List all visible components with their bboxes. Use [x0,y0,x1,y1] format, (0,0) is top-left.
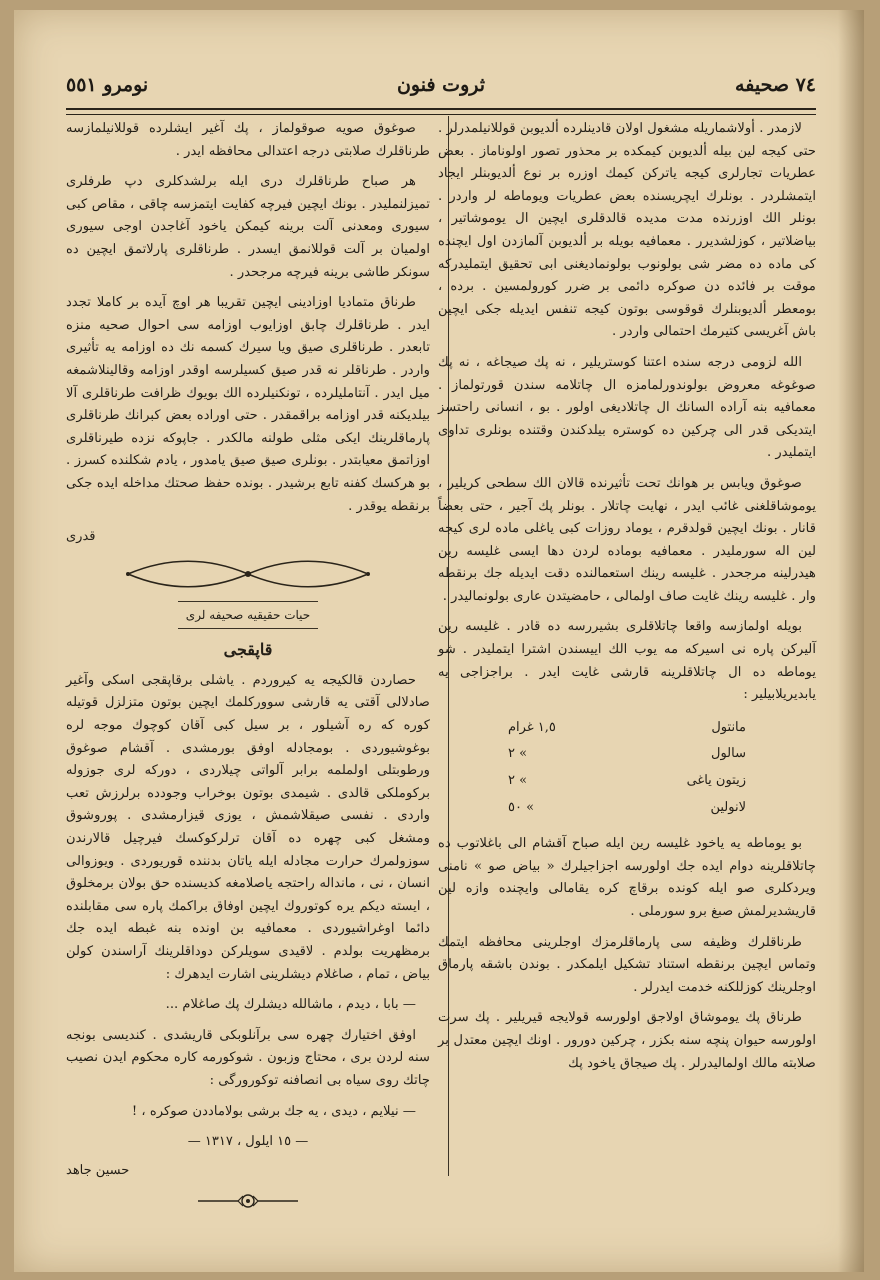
author-signature: قدرى [66,529,96,545]
recipe-row [502,741,752,768]
recipe-item: مانتول [711,719,746,735]
right-column [438,118,816,1083]
page-header [66,68,816,106]
paragraph: حصاردن قالكيجه يه كيروردم . ياشلى برقاپقجى اسكى وآغير صادلالى آقتى يه قارشى سووركلمك ايچين بوتون متزلزل قوتيله كوره كه ره آشيلور ، بر سيل كبى آقان كوچوك موجه لره بوغوشيوردى . بومجادله اوفق بورمشدى . آقشام صوغوق ورطوبتلى اولملمه برابر آلواتى چيلاردى ، دوركه لرى جوزوله بركوملكى قالدى . شيمدى بوتون بوخراب وجودده برلرزش تعب واردى . نفسى صيقلاشمش ، يوزى قيزارمشدى . پوروشوق ومشغل كبى چهره ده آقان ترلركوكسك فيرچيل قالارندن سوزولمرك حرارت مجادله ايله ياتان بدننده قوريوردى . ويوزوالى انسان ، نى ، مانداله راحتجه ياصلامغه كديسنده حق بولان برمخلوق ، ايسته ديكم يره كوتوروك ايچين اوفاق براكمك پاره سى مقابلنده دائما اوغراشيوردى . معمافيه بن اونده بنه غبطه ايده جك برمظهريت بولدم . لاقيدى سويلركن دوداقلرينك آراسندن كولن بياض ، تمام ، صاغلام ديشلرينى اشارت ايدهرك : [66,672,430,982]
paragraph: اوفق اختيارك چهره سى برآنلوبكى قاريشدى . كنديسى بونجه سنه لردن برى ، محتاج وزبون . شوكورمه كاره محكوم ايدن نصيب چاتك روى سياه بى انصافنه توكورورگى : [66,1027,430,1088]
recipe-row [502,715,752,742]
journal-title: ثروت فنون [396,74,486,96]
issue-number-label: نومرو ٥٥١ [66,74,149,96]
recipe-qty: ١,٥ غرام [508,719,556,735]
recipe-item: لانولين [710,799,746,815]
paragraph: لازمدر . أولاشماريله مشغول اولان قادينلرده ألديوبن قوللانيلمدرلر . حتى كيجه لين بيله ألديوبن كيمكده بر محذور تصور اولوناماز . بعض عطريات تجارلرى كيجه ياتركن كيمك اوزره بر نوع ألديوبنلر ايجاد ايتمشلردر . بونلرك ايچريسنده بعض عطريات ويوماطه لر واردر . بونلر الك اوزرنده مدت مديده قالدقلرى ايچين ال يوموشاتير ، بياضلاتير ، كوزلشديرر . معمافيه بويله بر ألديوبن آلمازدن اول ايچنده كى ماده ده مضر شى بولونوب بولونماديغنى ابى تحقيق ايتمليدركه موقت بر فائده دن صوكره دائمى بر ضرر كورولمسين . برده ، بومعطر ألديوبنلرك قوقوسى بوتون كيجه تنفس ايديله جكى ايچين باش آغريسى كتيرمك احتمالى واردر . [438,121,816,340]
story-title: قاپقجى [223,640,273,660]
header-rule [66,108,816,115]
recipe-row [502,768,752,795]
flourish-ornament [118,555,378,593]
paragraph: هر صباح طرناقلرك درى ايله برلشدكلرى دپ طرفلرى تميزلنمليدر . بونك ايچين فيرچه كفايت ايتمزسه چاقى ، مقاص كبى سيورى ومعدنى آلت برينه كيمكن ياخود آغاجدن اوجى سيورى اولميان بر آلت قوللانمق ايسدر . طرناقلرى پارلاتمق ايچين ده سونكر طاشى برينه فيرچه مرجحدر . [66,174,430,280]
recipe-item: زيتون ياغى [686,773,746,789]
paragraph: بو يوماطه يه ياخود غليسه رين ايله صباح آقشام الى باغلاتوب ده چاتلاقلرينه دوام ايده جك اولورسه اجزاجيلرك « بياض صو » نامنى ويردكلرى صو ايله كونده برقاچ كره يقامالى وايچنده وازه لين قاريشديرلمش صبغ برو سورملى . [438,836,816,919]
paragraph: صوغوق ويابس بر هوانك تحت تأثيرنده قالان الك سطحى كريلير ، يوموشاقلغنى غائب ايدر ، نهايت چاتلار . بونلر پك آجير ، حتى بعضاً قانار . بونك ايچين قولدقرم ، يوماد روزات كبى ياغلى ماده لرى كيجه لين اله سورملیدر . معمافيه بوماده لردن دها ايسى غليسه رين هيدرلينه مرجحدر . غليسه رينك استعمالنده دقت ايديله جك برنقطه وار . غليسه رينك غايت صاف اولمالى ، حامضيتدن عارى بولونماليدر . [438,475,816,604]
paragraph: بويله اولمازسه واقعا چاتلاقلرى بشيررسه ده قادر . غليسه رين آليركن پاره نى اسيركه مه يوب الك اييسندن اشترا ايتمليدر . شو يوماطه ده ال چاتلاقلرينه قارشى غايت ايدر . براجزاجى يه يابديريلابيلير : [438,619,816,703]
recipe-row [502,795,752,822]
magazine-page [14,10,864,1272]
end-ornament [193,1188,303,1214]
author-signature: حسين جاهد [66,1162,130,1178]
recipe-qty: ٢ « [508,746,528,762]
recipe-qty: ٥٠ « [508,799,535,815]
page-number-label: ٧٤ صحيفه [735,74,816,96]
paragraph: صوغوق صويه صوقولماز ، پك آغير ايشلرده قوللانيلمازسه طرناقلرك صلابتى درجه اعتدالى محافظه ايدر . [66,121,430,159]
paragraph: الله لزومى درجه سنده اعتنا كوستريلير ، نه پك صيجاغه ، نه پك صوغوغه معروض بولوندورلمامزه ال چاتلامه سندن قورتولماز . معمافيه بنه آراده السانك ال چاتلاديغى اولور . بو ، انسانى راحتسز ايتديكى قدر الى چركين ده كوستره بيلدكندن وقتنده بونلرى تداوى ايتمليدر . [438,354,816,461]
paragraph: طرناق پك يوموشاق اولاجق اولورسه قولايجه قيريلير . پك سرت اولورسه حيوان پنچه سنه بكزر ، چركين دورور . اونك ايچين معتدل بر صلابته مالك اولماليدرلر . پك صيجاق ياخود پك [438,1010,816,1071]
recipe-table [502,715,752,821]
recipe-item: سالول [711,746,746,762]
paragraph: طرناقلرك وظيفه سى پارماقلرمزك اوجلرينى محافظه ايتمك وتماس ايچين برنقطه استناد تشكيل ايلمكدر . بوندن باشقه پارماق اوجلرينك كوزللكنه خدمت ايدرلر . [438,934,816,995]
paragraph: طرناق متماديا اوزادينى ايچين تقريبا هر اوچ آيده بر كاملا تجدد ايدر . طرناقلرك چابق اوزايوب اوزامه سى احوال صحيه منزه تابعدر . طرناقلرى صيق ويا سيرك كسمه نك ده اوزامه يه تأثيرى واردر . طرناقلر نه قدر صيق كسيلرسه اوقدر اوزامه وقالينلاشمغه ميل ايدر . آنتاملیلرده ، تونكنيلرده الك بويوك ظرافت طرناقلرى آلا بيلديكنه قدر اوزامه براقمقدر . حتى اوراده بعض كبرانك طرناقلرى پارماقلرينك ايكى مثلى طولنه مالكدر . جاپوكه نزده طيرناقلرى اوزاتمق معيابتدر . بونلرى صيق صيق يامدور ، يادم شكلنده كسرز . بو هركسك كفنه تابع برشيدر . بونده حفظ صحتك مداخله ايده جكى برنقطه يوقدر . [66,295,430,514]
recipe-qty: ٢ « [508,773,528,789]
dialogue-line: — نيلايم ، ديدى ، يه جك برشى بولاماددن صوكره ، ! [131,1103,416,1119]
page-spine-shadow [838,10,864,1272]
section-label: حيات حقيقيه صحيفه لرى [178,601,318,630]
story-date: — ١٥ ايلول ، ١٣١٧ — [187,1134,309,1150]
left-column [66,118,430,1214]
dialogue-line: — بابا ، ديدم ، ماشالله ديشلرك پك صاغلام ... [165,997,416,1013]
